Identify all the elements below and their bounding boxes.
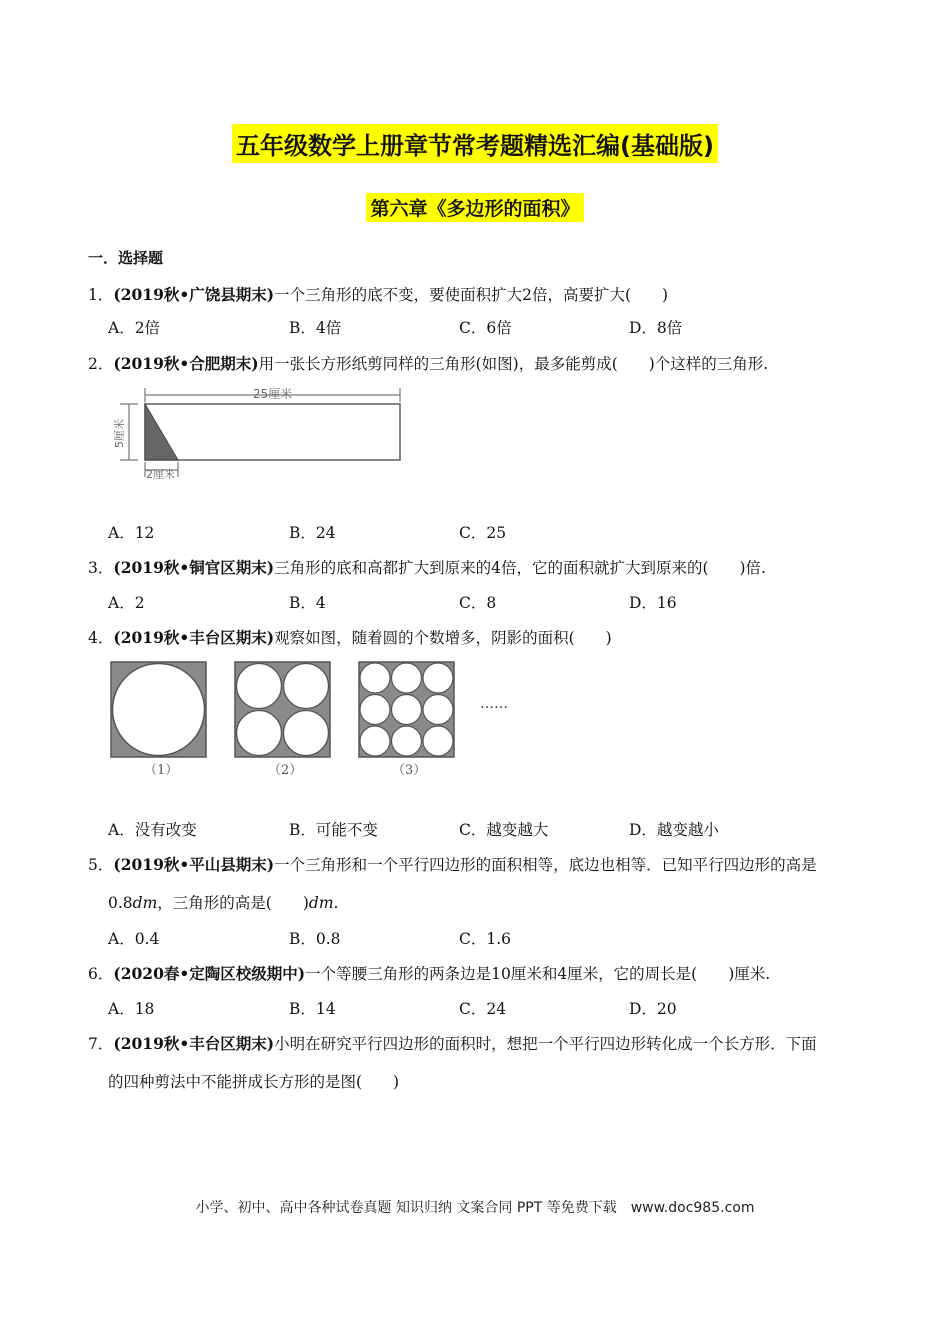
question-source: (2019秋•广饶县期末) (113, 285, 275, 304)
question-text: 一个三角形的底不变，要使面积扩大2倍，高要扩大( ) (274, 286, 669, 304)
question-source: (2019秋•丰台区期末) (113, 628, 275, 647)
footer-text: 小学、初中、高中各种试卷真题 知识归纳 文案合同 PPT 等免费下载 www.doc985.com (195, 1200, 755, 1216)
question-6 (88, 962, 770, 984)
option-c: C．8 (459, 594, 497, 612)
option-a: A．2倍 (108, 319, 161, 337)
question-text: 用一张长方形纸剪同样的三角形(如图)，最多能剪成( )个这样的三角形. (258, 355, 769, 373)
question-2 (88, 352, 768, 374)
option-b: B．14 (289, 1000, 336, 1018)
circles-in-squares-figure (108, 658, 528, 778)
question-1 (88, 283, 668, 305)
panel-label-2: （2） (268, 763, 303, 778)
section-heading: 一．选择题 (88, 249, 164, 267)
option-a: A．18 (108, 1000, 155, 1018)
option-b: B．0.8 (289, 930, 341, 948)
figure-panel-1 (111, 662, 206, 757)
ellipsis: …… (480, 696, 508, 712)
page-title: 五年级数学上册章节常考题精选汇编(基础版) (232, 124, 718, 163)
option-c: C．24 (459, 1000, 507, 1018)
option-a: A．2 (108, 594, 145, 612)
question-number: 3． (88, 559, 114, 577)
option-b: B．可能不变 (289, 821, 378, 839)
figure-panel-2 (235, 662, 330, 757)
question-4 (88, 626, 612, 648)
length-label: 25厘米 (253, 387, 293, 401)
chapter-title: 第六章《多边形的面积》 (366, 193, 583, 222)
question-source: (2020春•定陶区校级期中) (113, 964, 306, 983)
question-5 (88, 853, 817, 875)
base-label: 2厘米 (146, 468, 175, 481)
question-7 (88, 1032, 817, 1054)
question-number: 1． (88, 286, 114, 304)
question-text: 三角形的底和高都扩大到原来的4倍，它的面积就扩大到原来的( )倍. (274, 559, 766, 577)
question-number: 5． (88, 856, 114, 874)
question-7-continued: 的四种剪法中不能拼成长方形的是图( ) (108, 1073, 400, 1091)
question-number: 4． (88, 629, 114, 647)
option-b: B．24 (289, 524, 336, 542)
question-number: 2． (88, 355, 114, 373)
title-wrap (0, 124, 950, 163)
question-3 (88, 556, 766, 578)
option-d: D．16 (629, 594, 677, 612)
figure-panel-3 (359, 662, 454, 757)
question-source: (2019秋•丰台区期末) (113, 1034, 275, 1053)
height-label: 5厘米 (113, 419, 126, 448)
option-a: A．0.4 (108, 930, 160, 948)
unit-text: dm (132, 894, 158, 912)
question-text: ，三角形的高是( ) (157, 894, 309, 912)
option-a: A．12 (108, 524, 155, 542)
question-number: 7． (88, 1035, 114, 1053)
subtitle-wrap (0, 193, 950, 222)
paper-rectangle (145, 404, 400, 460)
option-d: D．8倍 (629, 319, 683, 337)
option-b: B．4 (289, 594, 326, 612)
punct-text: . (333, 894, 339, 912)
option-c: C．25 (459, 524, 507, 542)
question-source: (2019秋•合肥期末) (113, 354, 259, 373)
question-text: 一个等腰三角形的两条边是10厘米和4厘米，它的周长是( )厘米. (305, 965, 771, 983)
option-c: C．越变越大 (459, 821, 549, 839)
question-source: (2019秋•铜官区期末) (113, 558, 275, 577)
question-text: 一个三角形和一个平行四边形的面积相等，底边也相等．已知平行四边形的高是 (274, 856, 817, 874)
rectangle-strip-figure (108, 382, 408, 482)
question-number: 6． (88, 965, 114, 983)
option-a: A．没有改变 (108, 821, 197, 839)
option-d: D．越变越小 (629, 821, 719, 839)
option-c: C．6倍 (459, 319, 512, 337)
option-c: C．1.6 (459, 930, 512, 948)
question-text: 观察如图，随着圆的个数增多，阴影的面积( ) (274, 629, 612, 647)
question-5-continued (108, 891, 338, 913)
shaded-triangle (145, 404, 178, 460)
panel-label-1: （1） (144, 763, 179, 778)
value-text: 0.8 (108, 894, 133, 912)
option-b: B．4倍 (289, 319, 342, 337)
unit-text: dm (308, 894, 334, 912)
question-source: (2019秋•平山县期末) (113, 855, 275, 874)
option-d: D．20 (629, 1000, 677, 1018)
question-text: 小明在研究平行四边形的面积时，想把一个平行四边形转化成一个长方形．下面 (274, 1035, 817, 1053)
panel-label-3: （3） (392, 763, 427, 778)
